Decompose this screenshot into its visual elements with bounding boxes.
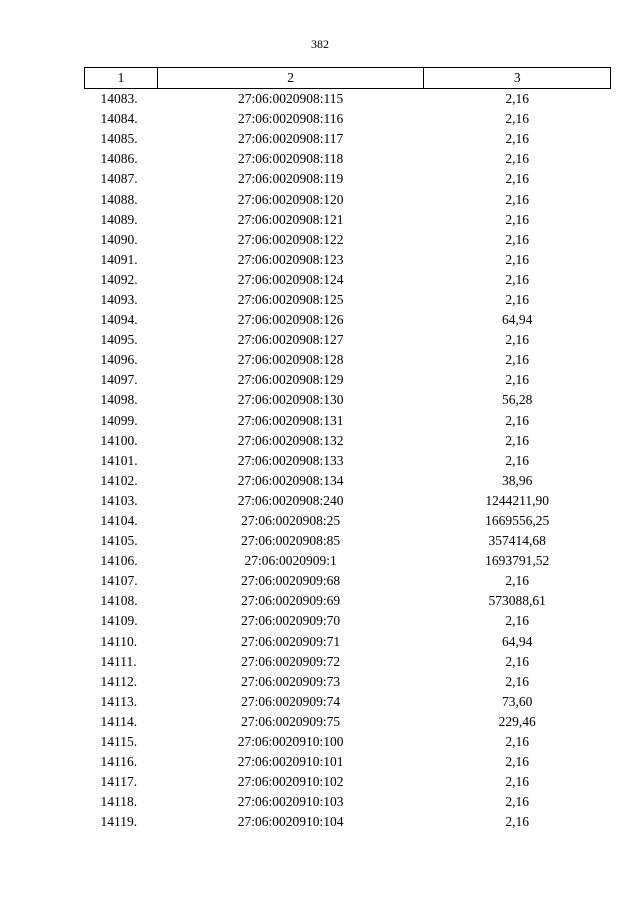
cadastral-number: 27:06:0020910:103	[237, 794, 344, 810]
row-number: 14089.	[100, 211, 138, 227]
table-row	[85, 511, 611, 531]
cadastral-number: 27:06:0020909:75	[241, 713, 341, 729]
row-value: 2,16	[505, 432, 529, 448]
row-number: 14083.	[100, 91, 138, 107]
table-row	[85, 169, 611, 189]
table-row	[85, 672, 611, 692]
cadastral-number: 27:06:0020908:116	[238, 111, 344, 127]
row-number: 14094.	[100, 312, 138, 328]
page-number: 382	[311, 37, 329, 51]
cadastral-number: 27:06:0020908:118	[238, 151, 344, 167]
table-row	[85, 692, 611, 712]
cadastral-number: 27:06:0020908:125	[237, 291, 344, 307]
cadastral-number: 27:06:0020909:71	[241, 633, 341, 649]
table-row	[85, 350, 611, 370]
cadastral-number: 27:06:0020909:69	[241, 593, 341, 609]
cadastral-number: 27:06:0020909:74	[241, 693, 341, 709]
cadastral-number: 27:06:0020908:115	[238, 91, 344, 107]
row-value: 2,16	[505, 814, 529, 830]
row-number: 14096.	[100, 352, 138, 368]
table-row	[85, 531, 611, 551]
table-row	[85, 390, 611, 410]
row-number: 14107.	[100, 573, 138, 589]
row-number: 14095.	[100, 332, 138, 348]
table-row	[85, 491, 611, 511]
row-number: 14088.	[100, 191, 138, 207]
table-row	[85, 109, 611, 129]
cadastral-number: 27:06:0020910:100	[237, 734, 344, 750]
row-value: 2,16	[505, 412, 529, 428]
data-table	[84, 67, 611, 832]
table-row	[85, 571, 611, 591]
row-value: 64,94	[502, 312, 533, 328]
row-number: 14116.	[100, 754, 138, 770]
row-value: 2,16	[505, 774, 529, 790]
table-header	[85, 68, 611, 89]
row-number: 14092.	[100, 271, 138, 287]
column-header-2: 2	[157, 68, 423, 89]
cadastral-number: 27:06:0020908:85	[241, 533, 341, 549]
cadastral-number: 27:06:0020909:73	[241, 673, 341, 689]
cadastral-number: 27:06:0020909:1	[244, 553, 337, 569]
row-value: 1244211,90	[485, 492, 549, 508]
table-row	[85, 411, 611, 431]
cadastral-number: 27:06:0020910:102	[237, 774, 344, 790]
table-row	[85, 330, 611, 350]
cadastral-number: 27:06:0020908:128	[237, 352, 344, 368]
row-number: 14105.	[100, 533, 138, 549]
row-value: 2,16	[505, 754, 529, 770]
column-header-1: 1	[85, 68, 158, 89]
cadastral-number: 27:06:0020909:72	[241, 653, 341, 669]
row-value: 2,16	[505, 251, 529, 267]
row-number: 14109.	[100, 613, 138, 629]
row-number: 14115.	[100, 734, 138, 750]
row-value: 2,16	[505, 653, 529, 669]
cadastral-number: 27:06:0020909:68	[241, 573, 341, 589]
table-row	[85, 632, 611, 652]
row-value: 2,16	[505, 613, 529, 629]
row-number: 14103.	[100, 492, 138, 508]
column-header-3: 3	[424, 68, 611, 89]
row-number: 14112.	[100, 673, 138, 689]
table-row	[85, 792, 611, 812]
table-row	[85, 712, 611, 732]
table-row	[85, 591, 611, 611]
table-row	[85, 370, 611, 390]
row-number: 14085.	[100, 131, 138, 147]
table-row	[85, 812, 611, 832]
row-number: 14093.	[100, 291, 138, 307]
row-number: 14102.	[100, 472, 138, 488]
row-number: 14113.	[100, 693, 138, 709]
row-number: 14091.	[100, 251, 138, 267]
row-value: 357414,68	[488, 533, 546, 549]
cadastral-number: 27:06:0020910:101	[237, 754, 344, 770]
row-value: 1669556,25	[485, 513, 550, 529]
row-number: 14090.	[100, 231, 138, 247]
row-value: 573088,61	[488, 593, 546, 609]
row-number: 14110.	[100, 633, 138, 649]
row-number: 14104.	[100, 513, 138, 529]
row-value: 229,46	[498, 713, 536, 729]
row-value: 2,16	[505, 231, 529, 247]
row-number: 14108.	[100, 593, 138, 609]
row-value: 2,16	[505, 131, 529, 147]
row-number: 14100.	[100, 432, 138, 448]
row-value: 56,28	[502, 392, 533, 408]
cadastral-number: 27:06:0020908:132	[237, 432, 344, 448]
row-value: 2,16	[505, 372, 529, 388]
table-row	[85, 451, 611, 471]
table-row	[85, 611, 611, 631]
table-row	[85, 752, 611, 772]
row-number: 14084.	[100, 111, 138, 127]
row-value: 2,16	[505, 573, 529, 589]
cadastral-number: 27:06:0020908:127	[237, 332, 344, 348]
cadastral-number: 27:06:0020908:130	[237, 392, 344, 408]
table-row	[85, 89, 611, 110]
cadastral-number: 27:06:0020908:123	[237, 251, 344, 267]
row-number: 14118.	[100, 794, 138, 810]
row-value: 2,16	[505, 91, 529, 107]
table-row	[85, 431, 611, 451]
table-row	[85, 210, 611, 230]
row-value: 2,16	[505, 111, 529, 127]
row-value: 2,16	[505, 673, 529, 689]
table-row	[85, 129, 611, 149]
row-value: 64,94	[502, 633, 533, 649]
row-number: 14106.	[100, 553, 138, 569]
row-number: 14117.	[100, 774, 138, 790]
table-row	[85, 772, 611, 792]
row-value: 2,16	[505, 452, 529, 468]
row-value: 2,16	[505, 794, 529, 810]
row-value: 73,60	[502, 693, 533, 709]
cadastral-number: 27:06:0020908:126	[237, 312, 344, 328]
header-row	[85, 68, 611, 89]
table-row	[85, 189, 611, 209]
row-value: 38,96	[502, 472, 533, 488]
row-number: 14087.	[100, 171, 138, 187]
row-number: 14119.	[100, 814, 138, 830]
table-body	[85, 89, 611, 833]
cadastral-number: 27:06:0020908:121	[237, 211, 344, 227]
row-value: 2,16	[505, 191, 529, 207]
cadastral-number: 27:06:0020909:70	[241, 613, 341, 629]
cadastral-number: 27:06:0020908:133	[237, 452, 344, 468]
cadastral-number: 27:06:0020908:124	[237, 271, 344, 287]
table-row	[85, 551, 611, 571]
row-value: 2,16	[505, 151, 529, 167]
cadastral-number: 27:06:0020908:117	[238, 131, 344, 147]
row-number: 14097.	[100, 372, 138, 388]
row-value: 2,16	[505, 271, 529, 287]
cadastral-number: 27:06:0020908:129	[237, 372, 344, 388]
cadastral-number: 27:06:0020908:131	[237, 412, 344, 428]
cadastral-number: 27:06:0020908:119	[238, 171, 344, 187]
table-row	[85, 652, 611, 672]
row-value: 1693791,52	[485, 553, 550, 569]
cadastral-number: 27:06:0020908:122	[237, 231, 344, 247]
row-value: 2,16	[505, 332, 529, 348]
cadastral-number: 27:06:0020908:240	[237, 492, 344, 508]
table-row	[85, 290, 611, 310]
row-value: 2,16	[505, 171, 529, 187]
cadastral-number: 27:06:0020908:120	[237, 191, 344, 207]
cadastral-number: 27:06:0020908:25	[241, 513, 341, 529]
table-row	[85, 270, 611, 290]
table-row	[85, 471, 611, 491]
row-number: 14098.	[100, 392, 138, 408]
table-row	[85, 230, 611, 250]
row-number: 14111.	[100, 653, 137, 669]
row-value: 2,16	[505, 352, 529, 368]
cadastral-number: 27:06:0020908:134	[237, 472, 344, 488]
row-number: 14114.	[100, 713, 138, 729]
row-value: 2,16	[505, 291, 529, 307]
table-row	[85, 310, 611, 330]
row-number: 14099.	[100, 412, 138, 428]
row-value: 2,16	[505, 734, 529, 750]
cadastral-number: 27:06:0020910:104	[237, 814, 344, 830]
table-row	[85, 149, 611, 169]
table-row	[85, 250, 611, 270]
row-number: 14086.	[100, 151, 138, 167]
row-value: 2,16	[505, 211, 529, 227]
row-number: 14101.	[100, 452, 138, 468]
table-row	[85, 732, 611, 752]
